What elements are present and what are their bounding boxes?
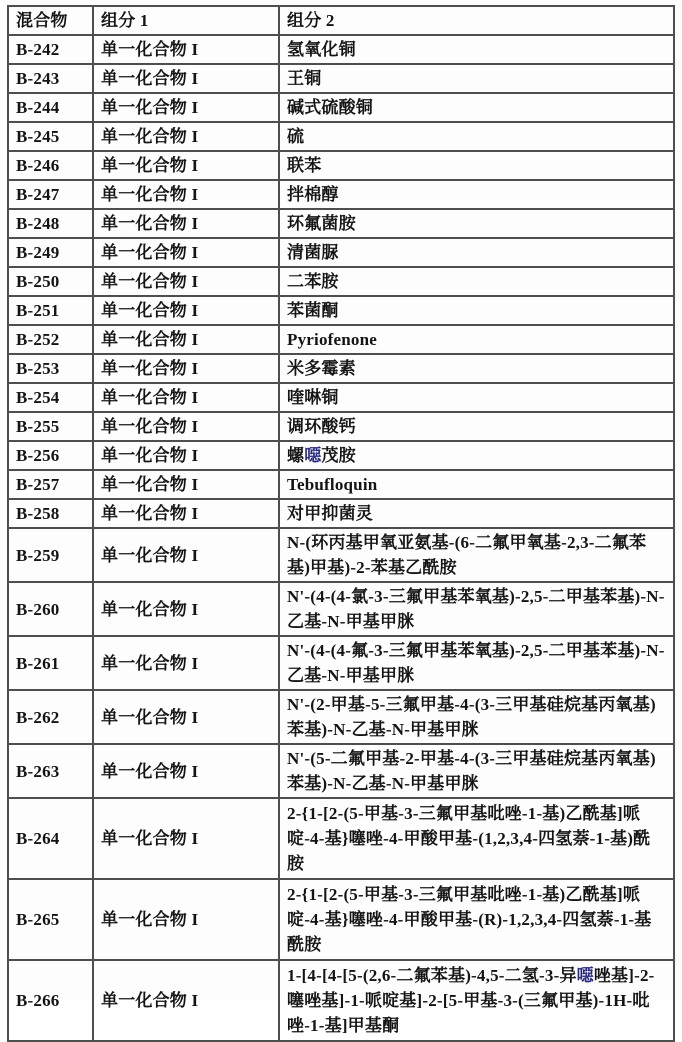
table-row [8,64,674,93]
table-row [8,690,674,744]
table-row [8,441,674,470]
mixture-id-cell: B-255 [8,412,93,441]
component2-cell: 硫 [279,122,674,151]
mixture-id-cell: B-249 [8,238,93,267]
header-component1: 组分 1 [93,6,279,35]
table-row [8,879,674,960]
mixture-id-cell: B-262 [8,690,93,744]
component2-cell: 拌棉醇 [279,180,674,209]
mixture-id-cell: B-244 [8,93,93,122]
component1-cell: 单一化合物 I [93,180,279,209]
mixture-id-cell: B-243 [8,64,93,93]
header-mixture: 混合物 [8,6,93,35]
mixture-id-cell: B-245 [8,122,93,151]
component1-cell: 单一化合物 I [93,582,279,636]
component2-cell: 环氟菌胺 [279,209,674,238]
mixture-id-cell: B-248 [8,209,93,238]
table-row [8,180,674,209]
component2-cell: 对甲抑菌灵 [279,499,674,528]
component2-cell: 联苯 [279,151,674,180]
component2-cell: Tebufloquin [279,470,674,499]
mixture-id-cell: B-242 [8,35,93,64]
table-row [8,582,674,636]
component2-cell: 2-{1-[2-(5-甲基-3-三氟甲基吡唑-1-基)乙酰基]哌啶-4-基}噻唑-4-甲酸甲基-(R)-1,2,3,4-四氢萘-1-基酰胺 [279,879,674,960]
table-row [8,325,674,354]
mixture-id-cell: B-253 [8,354,93,383]
component2-cell: 二苯胺 [279,267,674,296]
component1-cell: 单一化合物 I [93,798,279,879]
mixture-id-cell: B-256 [8,441,93,470]
mixture-id-cell: B-257 [8,470,93,499]
component1-cell: 单一化合物 I [93,744,279,798]
component2-cell: N'-(4-(4-氟-3-三氟甲基苯氧基)-2,5-二甲基苯基)-N-乙基-N-甲基甲脒 [279,636,674,690]
component2-cell: 清菌脲 [279,238,674,267]
component1-cell: 单一化合物 I [93,528,279,582]
table-row [8,296,674,325]
component1-cell: 单一化合物 I [93,93,279,122]
mixture-id-cell: B-247 [8,180,93,209]
table-row [8,636,674,690]
component2-cell: 喹啉铜 [279,383,674,412]
component1-cell: 单一化合物 I [93,354,279,383]
component1-cell: 单一化合物 I [93,267,279,296]
component2-cell: 螺噁茂胺 [279,441,674,470]
table-row [8,528,674,582]
table-row [8,798,674,879]
table-row [8,93,674,122]
component1-cell: 单一化合物 I [93,383,279,412]
mixture-id-cell: B-261 [8,636,93,690]
component2-cell: N'-(2-甲基-5-三氟甲基-4-(3-三甲基硅烷基丙氧基)苯基)-N-乙基-N-甲基甲脒 [279,690,674,744]
compound-mixtures-table [7,5,675,1042]
component1-cell: 单一化合物 I [93,412,279,441]
mixture-id-cell: B-265 [8,879,93,960]
mixture-id-cell: B-246 [8,151,93,180]
component1-cell: 单一化合物 I [93,441,279,470]
header-component2: 组分 2 [279,6,674,35]
table-row [8,209,674,238]
component1-cell: 单一化合物 I [93,151,279,180]
component2-cell: N-(环丙基甲氧亚氨基-(6-二氟甲氧基-2,3-二氟苯基)甲基)-2-苯基乙酰胺 [279,528,674,582]
mixture-id-cell: B-252 [8,325,93,354]
mixture-id-cell: B-254 [8,383,93,412]
component1-cell: 单一化合物 I [93,690,279,744]
table-row [8,960,674,1041]
table-header-row [8,6,674,35]
table-row [8,35,674,64]
component2-cell: 1-[4-[4-[5-(2,6-二氟苯基)-4,5-二氢-3-异噁唑基]-2-噻唑基]-1-哌啶基]-2-[5-甲基-3-(三氟甲基)-1H-吡唑-1-基]甲基酮 [279,960,674,1041]
component1-cell: 单一化合物 I [93,209,279,238]
component1-cell: 单一化合物 I [93,238,279,267]
component1-cell: 单一化合物 I [93,636,279,690]
component1-cell: 单一化合物 I [93,470,279,499]
component2-cell: 调环酸钙 [279,412,674,441]
table-row [8,499,674,528]
table-row [8,470,674,499]
component2-cell: N'-(5-二氟甲基-2-甲基-4-(3-三甲基硅烷基丙氧基)苯基)-N-乙基-N-甲基甲脒 [279,744,674,798]
component1-cell: 单一化合物 I [93,296,279,325]
table-row [8,383,674,412]
component2-cell: 2-{1-[2-(5-甲基-3-三氟甲基吡唑-1-基)乙酰基]哌啶-4-基}噻唑-4-甲酸甲基-(1,2,3,4-四氢萘-1-基)酰胺 [279,798,674,879]
component2-cell: N'-(4-(4-氯-3-三氟甲基苯氧基)-2,5-二甲基苯基)-N-乙基-N-甲基甲脒 [279,582,674,636]
table-row [8,267,674,296]
component1-cell: 单一化合物 I [93,325,279,354]
mixture-id-cell: B-258 [8,499,93,528]
table-row [8,744,674,798]
mixture-id-cell: B-264 [8,798,93,879]
mixture-id-cell: B-251 [8,296,93,325]
table-row [8,122,674,151]
component2-cell: 王铜 [279,64,674,93]
component1-cell: 单一化合物 I [93,960,279,1041]
component1-cell: 单一化合物 I [93,499,279,528]
component2-cell: 苯菌酮 [279,296,674,325]
mixture-id-cell: B-260 [8,582,93,636]
table-row [8,412,674,441]
table-row [8,354,674,383]
component1-cell: 单一化合物 I [93,122,279,151]
component1-cell: 单一化合物 I [93,879,279,960]
component1-cell: 单一化合物 I [93,64,279,93]
table-row [8,151,674,180]
mixture-id-cell: B-250 [8,267,93,296]
component2-cell: 碱式硫酸铜 [279,93,674,122]
component2-cell: 米多霉素 [279,354,674,383]
mixture-id-cell: B-263 [8,744,93,798]
component2-cell: 氢氧化铜 [279,35,674,64]
mixture-id-cell: B-266 [8,960,93,1041]
component2-cell: Pyriofenone [279,325,674,354]
table-row [8,238,674,267]
component1-cell: 单一化合物 I [93,35,279,64]
mixture-id-cell: B-259 [8,528,93,582]
